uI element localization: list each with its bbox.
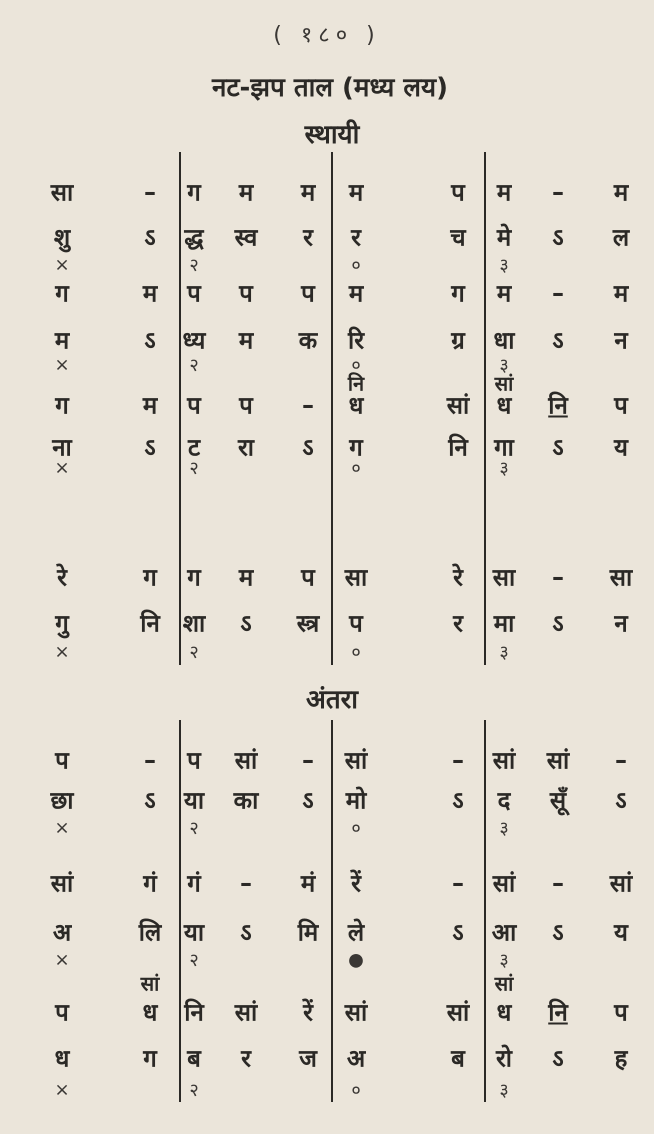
lyric-syllable: छा	[50, 786, 74, 815]
lyric-syllable: ध	[54, 1044, 70, 1073]
lyric-syllable: ध्य	[182, 326, 206, 355]
lyric-syllable: नि	[140, 609, 160, 638]
lyric-syllable: ज	[299, 1044, 317, 1073]
lyric-syllable: मि	[297, 918, 319, 947]
swar-note: प	[614, 998, 628, 1027]
vibhag-divider	[484, 152, 486, 665]
swar-note: ध	[348, 391, 364, 420]
lyric-syllable: स्व	[234, 223, 258, 252]
swar-note: म	[348, 178, 364, 207]
lyric-syllable: रो	[495, 1044, 513, 1073]
swar-note: म	[300, 178, 316, 207]
swar-note: –	[452, 746, 464, 774]
lyric-syllable: शा	[182, 609, 206, 638]
swar-note: –	[615, 746, 627, 774]
taal-marker: २	[189, 1080, 199, 1101]
swar-note: सां	[446, 998, 470, 1027]
taal-marker: २	[189, 818, 199, 839]
lyric-syllable: र	[453, 609, 463, 638]
lyric-syllable: ऽ	[144, 223, 156, 252]
swar-note: ग	[55, 279, 69, 308]
swar-note: म	[613, 279, 629, 308]
swar-note: प	[187, 746, 201, 775]
swar-note: ध	[496, 998, 512, 1027]
taal-marker: ३	[499, 1080, 509, 1101]
upper-octave-note: सां	[494, 371, 514, 396]
swar-note: सां	[234, 998, 258, 1027]
swar-note: सां	[546, 746, 570, 775]
taal-marker: ०	[351, 642, 361, 663]
lyric-syllable: ऽ	[552, 609, 564, 638]
lyric-syllable: मे	[496, 223, 512, 252]
taal-marker: २	[189, 355, 199, 376]
lyric-syllable: शु	[53, 223, 71, 252]
swar-note: –	[240, 869, 252, 897]
swar-note: रें	[303, 998, 313, 1027]
taal-marker: ●	[348, 949, 364, 971]
swar-note: ध	[142, 998, 158, 1027]
lyric-syllable: लि	[138, 918, 162, 947]
taal-marker: ×	[54, 817, 70, 839]
swar-note: –	[144, 178, 156, 206]
swar-note: म	[238, 178, 254, 207]
lyric-syllable: स्त्र	[296, 609, 320, 638]
taal-marker: २	[189, 950, 199, 971]
swar-note: –	[302, 391, 314, 419]
lyric-syllable: या	[183, 918, 205, 947]
taal-marker: ०	[351, 818, 361, 839]
section-heading-antara: अंतरा	[305, 685, 359, 715]
lyric-syllable: ऽ	[144, 326, 156, 355]
lyric-syllable: ग्र	[451, 326, 465, 355]
swar-note: प	[55, 998, 69, 1027]
taal-marker: ०	[351, 255, 361, 276]
swar-note: ग	[187, 563, 201, 592]
vibhag-divider	[179, 720, 181, 1102]
swar-note: प	[451, 178, 465, 207]
swar-note: गं	[143, 869, 157, 898]
upper-octave-note: नि	[347, 371, 365, 396]
swar-note: म	[142, 279, 158, 308]
swar-note: सां	[50, 869, 74, 898]
swar-note: नि	[548, 998, 568, 1027]
lyric-syllable: ऽ	[302, 433, 314, 462]
lyric-syllable: ना	[52, 433, 72, 462]
lyric-syllable: क	[298, 326, 318, 355]
swar-note: –	[144, 746, 156, 774]
lyric-syllable: ट	[187, 433, 201, 462]
taal-marker: ०	[351, 1080, 361, 1101]
swar-note: –	[452, 869, 464, 897]
swar-note: म	[496, 178, 512, 207]
lyric-syllable: सूँ	[549, 786, 567, 815]
lyric-syllable: ले	[347, 918, 365, 947]
swar-note: म	[496, 279, 512, 308]
lyric-syllable: का	[233, 786, 259, 815]
taal-marker: ०	[351, 355, 361, 376]
swar-note: म	[613, 178, 629, 207]
page-number: ( १८० )	[273, 23, 381, 48]
swar-note: सां	[446, 391, 470, 420]
upper-octave-note: सां	[494, 971, 514, 996]
swar-note: ग	[143, 563, 157, 592]
lyric-syllable: द	[497, 786, 511, 815]
lyric-syllable: न	[614, 326, 628, 355]
lyric-syllable: ऽ	[302, 786, 314, 815]
lyric-syllable: ह	[614, 1044, 628, 1073]
swar-note: ग	[55, 391, 69, 420]
taal-marker: ०	[351, 458, 361, 479]
swar-note: प	[239, 391, 253, 420]
swar-note: सां	[344, 998, 368, 1027]
swar-note: सां	[492, 746, 516, 775]
swar-note: प	[187, 279, 201, 308]
lyric-syllable: ऽ	[552, 326, 564, 355]
swar-note: प	[187, 391, 201, 420]
lyric-syllable: ऽ	[615, 786, 627, 815]
swar-note: सां	[234, 746, 258, 775]
swar-note: सा	[609, 563, 633, 592]
lyric-syllable: प	[349, 609, 363, 638]
swar-note: प	[614, 391, 628, 420]
swar-note: मं	[300, 869, 316, 898]
swar-note: ध	[496, 391, 512, 420]
taal-marker: ×	[54, 949, 70, 971]
lyric-syllable: ऽ	[240, 609, 252, 638]
lyric-syllable: ब	[451, 1044, 465, 1073]
taal-marker: २	[189, 642, 199, 663]
lyric-syllable: धा	[493, 326, 515, 355]
lyric-syllable: ग	[143, 1044, 157, 1073]
swar-note: रें	[351, 869, 361, 898]
taal-marker: ×	[54, 354, 70, 376]
lyric-syllable: ब	[187, 1044, 201, 1073]
swar-note: रे	[57, 563, 67, 592]
vibhag-divider	[331, 152, 333, 665]
lyric-syllable: या	[183, 786, 205, 815]
lyric-syllable: म	[54, 326, 70, 355]
swar-note: म	[142, 391, 158, 420]
taal-marker: २	[189, 458, 199, 479]
lyric-syllable: नि	[448, 433, 468, 462]
swar-note: –	[552, 563, 564, 591]
swar-note: –	[302, 746, 314, 774]
lyric-syllable: मा	[493, 609, 515, 638]
swar-note: –	[552, 279, 564, 307]
section-heading-sthayi: स्थायी	[304, 120, 360, 150]
lyric-syllable: अ	[346, 1044, 366, 1073]
lyric-syllable: य	[614, 433, 628, 462]
swar-note: सां	[609, 869, 633, 898]
taal-marker: ३	[499, 950, 509, 971]
swar-note: प	[55, 746, 69, 775]
swar-note: प	[239, 279, 253, 308]
taal-marker: ३	[499, 355, 509, 376]
swar-note: सां	[492, 869, 516, 898]
lyric-syllable: अ	[52, 918, 72, 947]
swar-note: रे	[453, 563, 463, 592]
lyric-syllable: ऽ	[452, 786, 464, 815]
swar-note: प	[301, 563, 315, 592]
lyric-syllable: आ	[491, 918, 517, 947]
lyric-syllable: म	[238, 326, 254, 355]
lyric-syllable: य	[614, 918, 628, 947]
vibhag-divider	[484, 720, 486, 1102]
lyric-syllable: गा	[494, 433, 514, 462]
swar-note: ग	[451, 279, 465, 308]
taal-marker: ३	[499, 642, 509, 663]
lyric-syllable: रि	[347, 326, 365, 355]
swar-note: –	[552, 869, 564, 897]
lyric-syllable: च	[450, 223, 466, 252]
lyric-syllable: ऽ	[144, 433, 156, 462]
lyric-syllable: ऽ	[552, 433, 564, 462]
lyric-syllable: ल	[612, 223, 630, 252]
lyric-syllable: ऽ	[552, 223, 564, 252]
lyric-syllable: ऽ	[240, 918, 252, 947]
lyric-syllable: रा	[237, 433, 255, 462]
lyric-syllable: ऽ	[452, 918, 464, 947]
swar-note: सा	[344, 563, 368, 592]
upper-octave-note: सां	[140, 971, 160, 996]
lyric-syllable: र	[303, 223, 313, 252]
swar-note: म	[238, 563, 254, 592]
swar-note: म	[348, 279, 364, 308]
lyric-syllable: ऽ	[552, 918, 564, 947]
lyric-syllable: ऽ	[144, 786, 156, 815]
vibhag-divider	[331, 720, 333, 1102]
swar-note: –	[552, 178, 564, 206]
taal-marker: ३	[499, 458, 509, 479]
vibhag-divider	[179, 152, 181, 665]
swar-note: प	[301, 279, 315, 308]
taal-marker: ३	[499, 818, 509, 839]
swar-note: ग	[187, 178, 201, 207]
lyric-syllable: न	[614, 609, 628, 638]
lyric-syllable: ग	[349, 433, 363, 462]
lyric-syllable: र	[351, 223, 361, 252]
taal-marker: ×	[54, 457, 70, 479]
lyric-syllable: ऽ	[552, 1044, 564, 1073]
lyric-syllable: गु	[55, 609, 69, 638]
swar-note: नि	[548, 391, 568, 420]
swar-note: सा	[492, 563, 516, 592]
taal-marker: ×	[54, 254, 70, 276]
swar-note: सा	[50, 178, 74, 207]
swar-note: नि	[184, 998, 204, 1027]
lyric-syllable: द्ध	[184, 223, 204, 252]
lyric-syllable: र	[241, 1044, 251, 1073]
swar-note: सां	[344, 746, 368, 775]
composition-title: नट-झप ताल (मध्य लय)	[212, 73, 448, 103]
taal-marker: ×	[54, 641, 70, 663]
taal-marker: २	[189, 255, 199, 276]
lyric-syllable: मो	[345, 786, 367, 815]
taal-marker: ×	[54, 1079, 70, 1101]
taal-marker: ३	[499, 255, 509, 276]
swar-note: गं	[187, 869, 201, 898]
